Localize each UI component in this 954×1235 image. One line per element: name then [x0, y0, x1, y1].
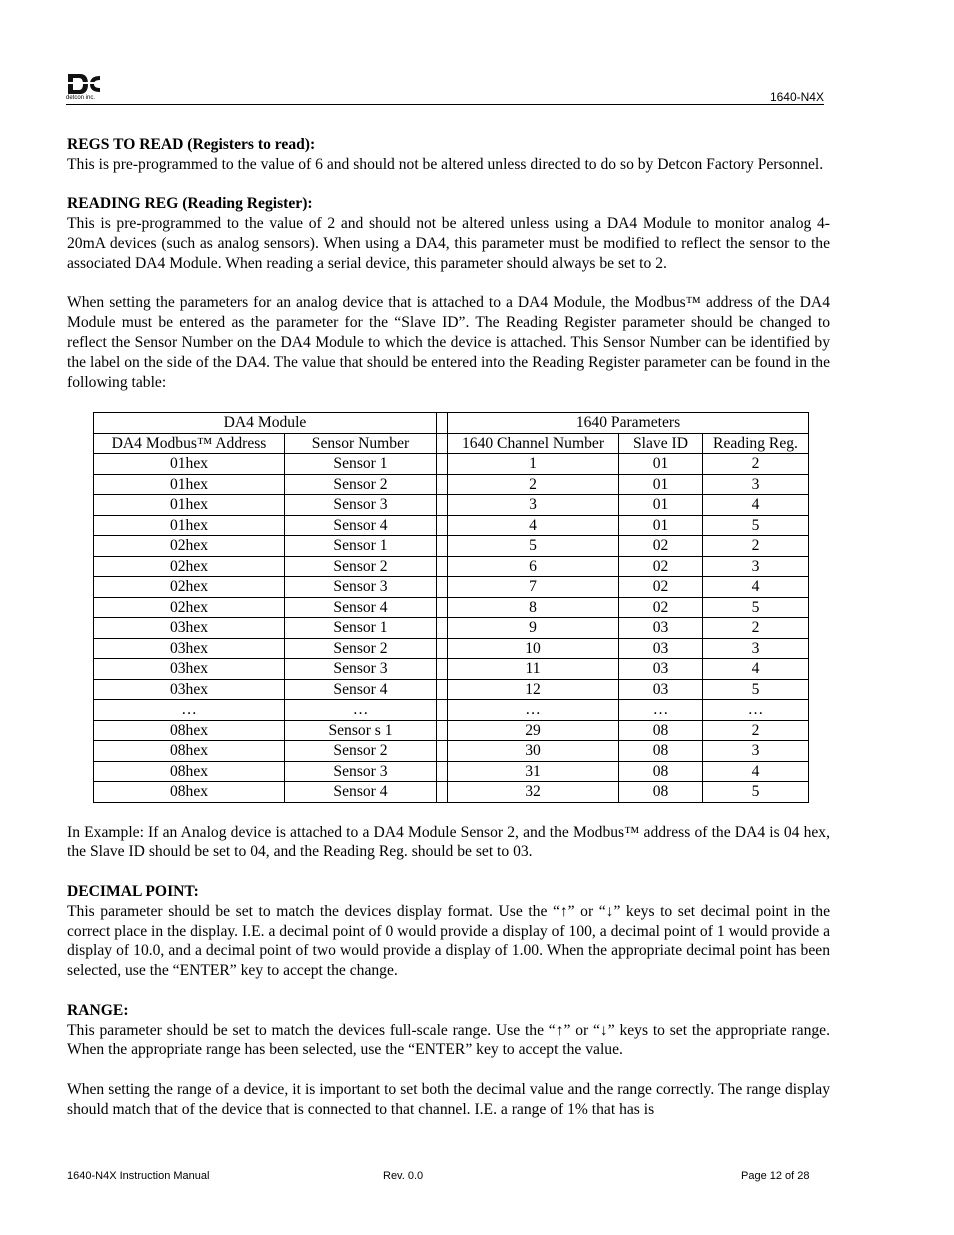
table-cell: 02hex — [94, 597, 285, 618]
table-spacer — [437, 741, 448, 762]
table-cell: Sensor 1 — [285, 618, 437, 639]
table-group-header-da4: DA4 Module — [94, 413, 437, 434]
table-spacer — [437, 577, 448, 598]
table-spacer — [437, 536, 448, 557]
decimal-point-text: This parameter should be set to match the devices display format. Use the “↑” or “↓” keys to set decimal point in the correct place in the display. I.E. a decimal point of 0 would provide a display of 100, a decimal point of 1 would provide a display of 10.0, and a decimal point of two would provide a display of 1.00. When the appropriate decimal point has been selected, use the “ENTER” key to accept the change. — [67, 902, 830, 980]
table-cell: 30 — [448, 741, 619, 762]
table-cell: 3 — [703, 741, 809, 762]
table-cell: 5 — [703, 782, 809, 803]
table-cell: 2 — [703, 454, 809, 475]
column-header: DA4 Modbus™ Address — [94, 433, 285, 454]
footer-rev: Rev. 0.0 — [383, 1170, 424, 1182]
table-cell: 7 — [448, 577, 619, 598]
table-spacer — [437, 700, 448, 721]
table-spacer — [437, 433, 448, 454]
table-cell: Sensor 2 — [285, 638, 437, 659]
table-row — [94, 638, 809, 659]
table-cell: Sensor 1 — [285, 454, 437, 475]
table-row — [94, 659, 809, 680]
decimal-point-heading: DECIMAL POINT: — [67, 883, 199, 901]
range-text: This parameter should be set to match the devices full-scale range. Use the “↑” or “↓” keys to set the appropriate range. When the appropriate range has been selected, use the “ENTER” key to accept the value. — [67, 1021, 830, 1059]
table-cell: 02hex — [94, 577, 285, 598]
table-row — [94, 515, 809, 536]
table-cell: 3 — [703, 556, 809, 577]
table-cell: 3 — [703, 474, 809, 495]
table-cell: 9 — [448, 618, 619, 639]
table-cell: 5 — [703, 597, 809, 618]
table-row — [94, 577, 809, 598]
table-cell: 08 — [619, 741, 703, 762]
table-cell: 03 — [619, 659, 703, 680]
table-cell: Sensor 3 — [285, 495, 437, 516]
table-cell: … — [619, 700, 703, 721]
table-cell: 03hex — [94, 618, 285, 639]
table-row — [94, 454, 809, 475]
table-cell: … — [703, 700, 809, 721]
table-cell: 11 — [448, 659, 619, 680]
table-cell: 3 — [448, 495, 619, 516]
table-cell: 08hex — [94, 761, 285, 782]
table-cell: 2 — [703, 720, 809, 741]
table-cell: 31 — [448, 761, 619, 782]
table-cell: 32 — [448, 782, 619, 803]
footer-manual: 1640-N4X Instruction Manual — [67, 1170, 210, 1182]
table-cell: … — [94, 700, 285, 721]
table-spacer — [437, 495, 448, 516]
table-cell: Sensor 4 — [285, 597, 437, 618]
table-spacer — [437, 474, 448, 495]
table-cell: Sensor 3 — [285, 577, 437, 598]
page-body — [67, 135, 830, 1120]
table-cell: 01 — [619, 495, 703, 516]
reading-reg-text: This is pre-programmed to the value of 2 and should not be altered unless using a DA4 Module to monitor analog 4-20mA devices (such as analog sensors). When using a DA4, this parameter must be modified to reflect the sensor to the associated DA4 Module. When reading a serial device, this parameter should always be set to 2. — [67, 215, 830, 272]
example-text: In Example: If an Analog device is attached to a DA4 Module Sensor 2, and the Modbus™ address of the DA4 is 04 hex, the Slave ID should be set to 04, and the Reading Reg. should be set to 03. — [67, 823, 830, 861]
analog-note: When setting the parameters for an analog device that is attached to a DA4 Module, the Modbus™ address of the DA4 Module must be entered as the parameter for the “Slave ID”. The Reading Register parameter should be changed to reflect the Sensor Number on the DA4 Module to which the device is attached. This Sensor Number can be identified by the label on the side of the DA4. The value that should be entered into the Reading Register parameter can be found in the following table: — [67, 294, 830, 391]
table-cell: 02hex — [94, 536, 285, 557]
table-cell: 02 — [619, 556, 703, 577]
table-cell: Sensor 2 — [285, 556, 437, 577]
table-cell: 08hex — [94, 741, 285, 762]
table-cell: 4 — [703, 495, 809, 516]
column-header: Slave ID — [619, 433, 703, 454]
table-cell: Sensor 4 — [285, 515, 437, 536]
table-cell: 03 — [619, 679, 703, 700]
table-spacer — [437, 597, 448, 618]
table-cell: 01hex — [94, 515, 285, 536]
header-divider — [66, 104, 824, 105]
table-spacer — [437, 782, 448, 803]
table-cell: 4 — [703, 577, 809, 598]
table-cell: 6 — [448, 556, 619, 577]
table-cell: Sensor 3 — [285, 659, 437, 680]
table-cell: 03hex — [94, 659, 285, 680]
table-cell: 12 — [448, 679, 619, 700]
range-heading: RANGE: — [67, 1001, 129, 1019]
table-cell: 01hex — [94, 474, 285, 495]
table-row — [94, 536, 809, 557]
table-spacer — [437, 515, 448, 536]
table-cell: 02 — [619, 536, 703, 557]
table-row — [94, 761, 809, 782]
table-spacer — [437, 618, 448, 639]
footer-page: Page 12 of 28 — [741, 1170, 810, 1182]
table-spacer — [437, 413, 448, 434]
table-cell: 2 — [703, 536, 809, 557]
table-cell: 08hex — [94, 782, 285, 803]
table-cell: Sensor 4 — [285, 679, 437, 700]
table-cell: 3 — [703, 638, 809, 659]
table-cell: 08 — [619, 782, 703, 803]
table-spacer — [437, 556, 448, 577]
table-cell: 03hex — [94, 679, 285, 700]
reading-reg-heading: READING REG (Reading Register): — [67, 195, 313, 213]
regs-to-read-text: This is pre-programmed to the value of 6 and should not be altered unless directed to do so by Detcon Factory Personnel. — [67, 155, 824, 173]
table-cell: … — [448, 700, 619, 721]
table-cell: Sensor s 1 — [285, 720, 437, 741]
table-row — [94, 741, 809, 762]
column-header: Sensor Number — [285, 433, 437, 454]
table-cell: 01 — [619, 454, 703, 475]
table-row — [94, 474, 809, 495]
table-cell: 01 — [619, 474, 703, 495]
table-cell: 2 — [448, 474, 619, 495]
table-cell: 03 — [619, 618, 703, 639]
table-row — [94, 700, 809, 721]
table-cell: Sensor 3 — [285, 761, 437, 782]
column-header: Reading Reg. — [703, 433, 809, 454]
table-row — [94, 618, 809, 639]
column-header: 1640 Channel Number — [448, 433, 619, 454]
table-group-header-1640: 1640 Parameters — [448, 413, 809, 434]
table-row — [94, 679, 809, 700]
table-cell: 8 — [448, 597, 619, 618]
table-cell: 4 — [448, 515, 619, 536]
table-cell: 4 — [703, 761, 809, 782]
logo-text: detcon inc. — [66, 95, 96, 101]
table-row — [94, 597, 809, 618]
regs-to-read-heading: REGS TO READ (Registers to read): — [67, 136, 316, 153]
table-cell: 10 — [448, 638, 619, 659]
table-cell: Sensor 4 — [285, 782, 437, 803]
table-cell: 08hex — [94, 720, 285, 741]
table-cell: 1 — [448, 454, 619, 475]
table-spacer — [437, 720, 448, 741]
table-spacer — [437, 638, 448, 659]
table-cell: … — [285, 700, 437, 721]
table-cell: 29 — [448, 720, 619, 741]
doc-code: 1640-N4X — [769, 90, 824, 104]
table-spacer — [437, 679, 448, 700]
table-spacer — [437, 761, 448, 782]
table-row — [94, 495, 809, 516]
table-cell: 03hex — [94, 638, 285, 659]
table-cell: Sensor 2 — [285, 474, 437, 495]
table-cell: 01 — [619, 515, 703, 536]
table-cell: 03 — [619, 638, 703, 659]
table-body — [94, 454, 809, 803]
table-cell: 5 — [703, 679, 809, 700]
table-cell: 2 — [703, 618, 809, 639]
table-cell: Sensor 1 — [285, 536, 437, 557]
table-cell: 08 — [619, 720, 703, 741]
table-cell: 01hex — [94, 495, 285, 516]
range-note: When setting the range of a device, it is important to set both the decimal value and the range correctly. The range display should match that of the device that is connected to that channel. I.E. a range of 1% that has is — [67, 1081, 830, 1118]
table-cell: 4 — [703, 659, 809, 680]
table-row — [94, 556, 809, 577]
da4-parameter-table — [93, 412, 809, 803]
table-row — [94, 782, 809, 803]
da4-parameter-table-wrap — [93, 412, 830, 803]
table-cell: 08 — [619, 761, 703, 782]
table-spacer — [437, 659, 448, 680]
table-cell: 02hex — [94, 556, 285, 577]
table-cell: 02 — [619, 597, 703, 618]
table-row — [94, 720, 809, 741]
table-spacer — [437, 454, 448, 475]
table-cell: Sensor 2 — [285, 741, 437, 762]
table-cell: 01hex — [94, 454, 285, 475]
table-cell: 5 — [448, 536, 619, 557]
detcon-logo-icon — [66, 72, 106, 96]
table-cell: 5 — [703, 515, 809, 536]
table-cell: 02 — [619, 577, 703, 598]
